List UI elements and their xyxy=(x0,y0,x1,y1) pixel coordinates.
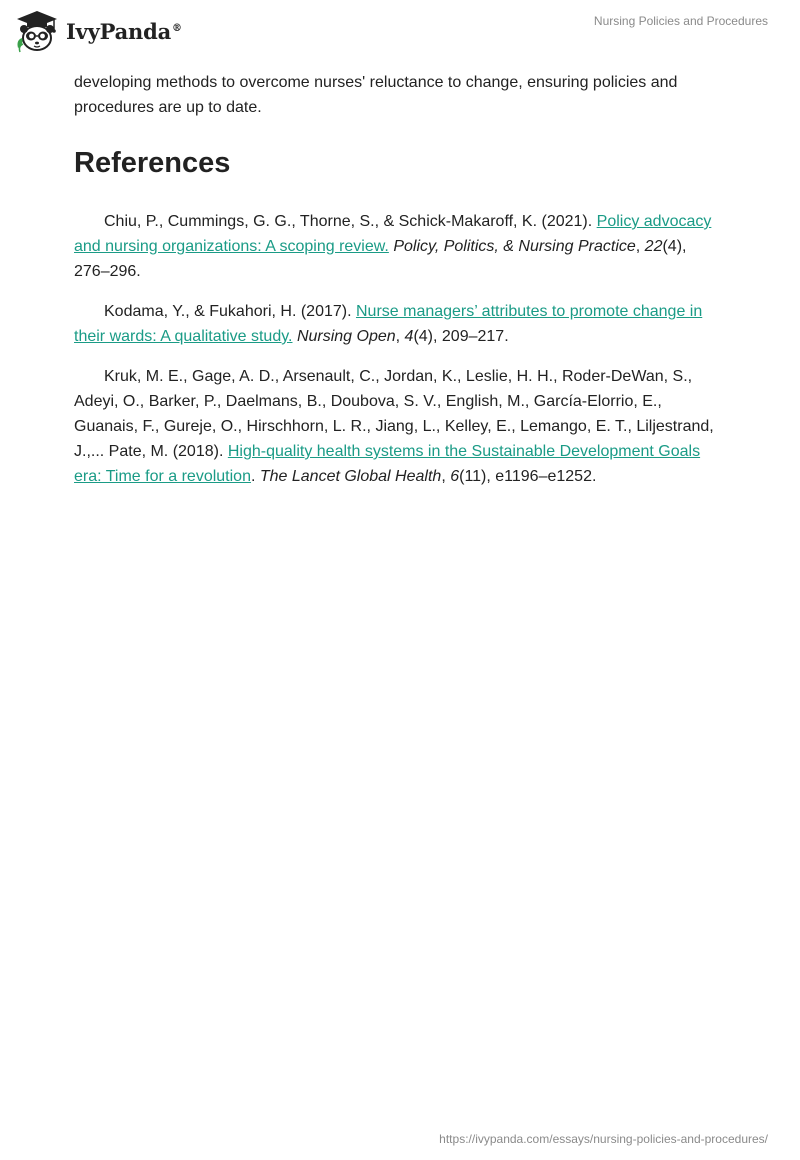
reference-link[interactable]: Policy advocacy and nursing organizations: A scoping review. xyxy=(74,213,712,255)
reference-authors: Kodama, Y., & Fukahori, H. (2017). xyxy=(104,303,356,320)
logo-text: IvyPanda xyxy=(66,18,172,44)
registered-mark: ® xyxy=(172,22,182,34)
reference-separator: , xyxy=(635,238,645,255)
source-url[interactable]: https://ivypanda.com/essays/nursing-policies-and-procedures/ xyxy=(439,1132,768,1146)
intro-paragraph: developing methods to overcome nurses' reluctance to change, ensuring policies and procedures are up to date. xyxy=(74,74,678,116)
logo-wordmark xyxy=(66,19,182,44)
reference-pages: (4), 209–217. xyxy=(413,328,509,345)
reference-journal: The Lancet Global Health xyxy=(259,468,442,485)
reference-journal: Nursing Open xyxy=(296,328,396,345)
reference-volume: 6 xyxy=(450,468,460,485)
reference-pages: (4), 276–296. xyxy=(74,238,687,280)
reference-volume: 22 xyxy=(644,238,663,255)
reference-link[interactable]: Nurse managers’ attributes to promote change in their wards: A qualitative study. xyxy=(74,303,703,345)
reference-link[interactable]: High-quality health systems in the Sustainable Development Goals era: Time for a revolution xyxy=(74,443,701,485)
panda-graduate-icon xyxy=(14,8,60,54)
reference-pages: (11), e1196–e1252. xyxy=(459,468,597,485)
document-title: Nursing Policies and Procedures xyxy=(593,14,768,28)
reference-authors: Chiu, P., Cummings, G. G., Thorne, S., & Schick-Makaroff, K. (2021). xyxy=(104,213,597,230)
document-body xyxy=(74,70,726,504)
ivypanda-logo[interactable] xyxy=(14,8,182,54)
reference-after-link: . xyxy=(250,468,260,485)
reference-item xyxy=(74,209,726,284)
reference-separator: , xyxy=(395,328,405,345)
page-header xyxy=(0,0,800,60)
reference-volume: 4 xyxy=(404,328,414,345)
references-list xyxy=(74,209,726,489)
reference-journal: Policy, Politics, & Nursing Practice xyxy=(393,238,636,255)
reference-item xyxy=(74,364,726,489)
references-heading: References xyxy=(74,147,231,179)
reference-authors: Kruk, M. E., Gage, A. D., Arsenault, C., Jordan, K., Leslie, H. H., Roder-DeWan, S., Adeyi, O., Barker, P., Daelmans, B., Doubova, S. V., English, M., García-Elorrio, E., Guanais, F., Gureje, O., Hirschhorn, L. R., Jiang, L., Kelley, E., Lemango, E. T., Liljestrand, J.,... Pate, M. (2018). xyxy=(74,368,714,460)
reference-item xyxy=(74,299,726,349)
reference-separator: , xyxy=(441,468,451,485)
